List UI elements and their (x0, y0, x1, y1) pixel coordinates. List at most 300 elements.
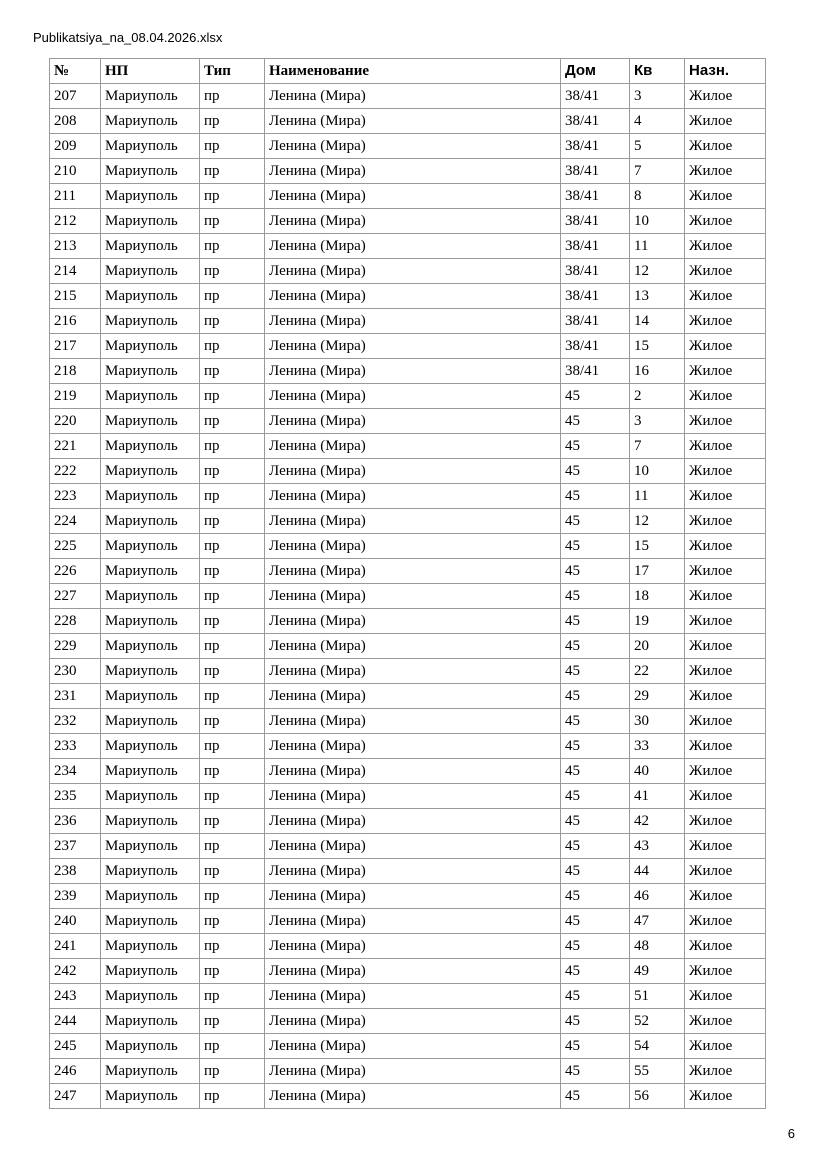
cell-house: 38/41 (561, 234, 630, 259)
cell-type: пр (200, 384, 265, 409)
cell-locality: Мариуполь (101, 334, 200, 359)
cell-name: Ленина (Мира) (265, 859, 561, 884)
cell-purpose: Жилое (685, 859, 766, 884)
cell-number: 231 (50, 684, 101, 709)
cell-purpose: Жилое (685, 359, 766, 384)
cell-house: 38/41 (561, 284, 630, 309)
cell-name: Ленина (Мира) (265, 209, 561, 234)
cell-type: пр (200, 659, 265, 684)
table-row (50, 684, 766, 709)
cell-purpose: Жилое (685, 659, 766, 684)
table-row (50, 559, 766, 584)
cell-purpose: Жилое (685, 1034, 766, 1059)
cell-type: пр (200, 959, 265, 984)
cell-type: пр (200, 259, 265, 284)
cell-house: 45 (561, 884, 630, 909)
cell-type: пр (200, 309, 265, 334)
cell-number: 222 (50, 459, 101, 484)
cell-apartment: 41 (630, 784, 685, 809)
cell-locality: Мариуполь (101, 709, 200, 734)
cell-type: пр (200, 1084, 265, 1109)
cell-number: 207 (50, 84, 101, 109)
cell-number: 214 (50, 259, 101, 284)
cell-number: 208 (50, 109, 101, 134)
cell-name: Ленина (Мира) (265, 759, 561, 784)
cell-apartment: 18 (630, 584, 685, 609)
cell-purpose: Жилое (685, 509, 766, 534)
table-row (50, 359, 766, 384)
cell-purpose: Жилое (685, 1009, 766, 1034)
cell-house: 38/41 (561, 259, 630, 284)
cell-name: Ленина (Мира) (265, 259, 561, 284)
cell-type: пр (200, 559, 265, 584)
cell-purpose: Жилое (685, 784, 766, 809)
cell-apartment: 11 (630, 234, 685, 259)
cell-name: Ленина (Мира) (265, 584, 561, 609)
cell-locality: Мариуполь (101, 659, 200, 684)
cell-locality: Мариуполь (101, 984, 200, 1009)
cell-apartment: 30 (630, 709, 685, 734)
cell-name: Ленина (Мира) (265, 934, 561, 959)
table-row (50, 384, 766, 409)
table-row (50, 859, 766, 884)
cell-number: 218 (50, 359, 101, 384)
cell-type: пр (200, 534, 265, 559)
cell-name: Ленина (Мира) (265, 1034, 561, 1059)
table-row (50, 84, 766, 109)
cell-name: Ленина (Мира) (265, 784, 561, 809)
cell-house: 38/41 (561, 359, 630, 384)
cell-house: 45 (561, 709, 630, 734)
cell-type: пр (200, 909, 265, 934)
cell-number: 239 (50, 884, 101, 909)
cell-house: 45 (561, 1084, 630, 1109)
cell-purpose: Жилое (685, 684, 766, 709)
cell-type: пр (200, 209, 265, 234)
cell-type: пр (200, 234, 265, 259)
table-row (50, 1059, 766, 1084)
cell-number: 216 (50, 309, 101, 334)
cell-locality: Мариуполь (101, 184, 200, 209)
cell-house: 45 (561, 859, 630, 884)
cell-purpose: Жилое (685, 84, 766, 109)
data-table (49, 58, 766, 1109)
cell-locality: Мариуполь (101, 484, 200, 509)
cell-name: Ленина (Мира) (265, 834, 561, 859)
table-row (50, 634, 766, 659)
cell-house: 45 (561, 609, 630, 634)
table-row (50, 284, 766, 309)
cell-type: пр (200, 434, 265, 459)
cell-house: 45 (561, 409, 630, 434)
cell-purpose: Жилое (685, 759, 766, 784)
cell-locality: Мариуполь (101, 259, 200, 284)
cell-purpose: Жилое (685, 609, 766, 634)
cell-locality: Мариуполь (101, 534, 200, 559)
cell-house: 45 (561, 759, 630, 784)
cell-locality: Мариуполь (101, 84, 200, 109)
cell-purpose: Жилое (685, 884, 766, 909)
cell-locality: Мариуполь (101, 959, 200, 984)
cell-house: 45 (561, 984, 630, 1009)
cell-name: Ленина (Мира) (265, 559, 561, 584)
cell-locality: Мариуполь (101, 459, 200, 484)
cell-name: Ленина (Мира) (265, 609, 561, 634)
cell-name: Ленина (Мира) (265, 434, 561, 459)
cell-locality: Мариуполь (101, 784, 200, 809)
cell-purpose: Жилое (685, 834, 766, 859)
cell-purpose: Жилое (685, 434, 766, 459)
cell-locality: Мариуполь (101, 434, 200, 459)
cell-number: 212 (50, 209, 101, 234)
cell-type: пр (200, 609, 265, 634)
cell-name: Ленина (Мира) (265, 134, 561, 159)
cell-apartment: 46 (630, 884, 685, 909)
cell-name: Ленина (Мира) (265, 1084, 561, 1109)
cell-type: пр (200, 159, 265, 184)
col-header-purpose: Назн. (685, 59, 766, 84)
cell-type: пр (200, 359, 265, 384)
cell-number: 210 (50, 159, 101, 184)
cell-type: пр (200, 684, 265, 709)
cell-locality: Мариуполь (101, 234, 200, 259)
cell-purpose: Жилое (685, 534, 766, 559)
cell-locality: Мариуполь (101, 934, 200, 959)
cell-apartment: 3 (630, 409, 685, 434)
cell-house: 45 (561, 584, 630, 609)
cell-locality: Мариуполь (101, 634, 200, 659)
cell-locality: Мариуполь (101, 584, 200, 609)
table-row (50, 809, 766, 834)
cell-locality: Мариуполь (101, 809, 200, 834)
cell-name: Ленина (Мира) (265, 184, 561, 209)
table-row (50, 709, 766, 734)
cell-purpose: Жилое (685, 984, 766, 1009)
cell-type: пр (200, 134, 265, 159)
cell-locality: Мариуполь (101, 209, 200, 234)
cell-purpose: Жилое (685, 809, 766, 834)
cell-name: Ленина (Мира) (265, 484, 561, 509)
table-row (50, 209, 766, 234)
cell-number: 247 (50, 1084, 101, 1109)
cell-apartment: 14 (630, 309, 685, 334)
table-row (50, 984, 766, 1009)
cell-house: 45 (561, 659, 630, 684)
cell-house: 45 (561, 834, 630, 859)
cell-number: 242 (50, 959, 101, 984)
cell-apartment: 15 (630, 334, 685, 359)
cell-number: 213 (50, 234, 101, 259)
cell-number: 236 (50, 809, 101, 834)
header-row (50, 59, 766, 84)
cell-apartment: 49 (630, 959, 685, 984)
cell-number: 245 (50, 1034, 101, 1059)
cell-locality: Мариуполь (101, 509, 200, 534)
cell-number: 225 (50, 534, 101, 559)
table-row (50, 309, 766, 334)
table-row (50, 1009, 766, 1034)
col-header-locality: НП (101, 59, 200, 84)
cell-number: 215 (50, 284, 101, 309)
cell-type: пр (200, 459, 265, 484)
cell-apartment: 7 (630, 159, 685, 184)
cell-locality: Мариуполь (101, 134, 200, 159)
cell-number: 240 (50, 909, 101, 934)
cell-apartment: 10 (630, 209, 685, 234)
table-row (50, 159, 766, 184)
cell-name: Ленина (Мира) (265, 334, 561, 359)
cell-locality: Мариуполь (101, 684, 200, 709)
cell-house: 45 (561, 384, 630, 409)
table-row (50, 934, 766, 959)
table-row (50, 909, 766, 934)
cell-number: 220 (50, 409, 101, 434)
cell-name: Ленина (Мира) (265, 509, 561, 534)
cell-number: 237 (50, 834, 101, 859)
cell-name: Ленина (Мира) (265, 284, 561, 309)
cell-locality: Мариуполь (101, 759, 200, 784)
cell-name: Ленина (Мира) (265, 909, 561, 934)
cell-purpose: Жилое (685, 709, 766, 734)
cell-purpose: Жилое (685, 109, 766, 134)
cell-name: Ленина (Мира) (265, 984, 561, 1009)
cell-house: 45 (561, 959, 630, 984)
cell-number: 224 (50, 509, 101, 534)
cell-name: Ленина (Мира) (265, 384, 561, 409)
cell-type: пр (200, 784, 265, 809)
cell-locality: Мариуполь (101, 1059, 200, 1084)
cell-locality: Мариуполь (101, 384, 200, 409)
cell-type: пр (200, 809, 265, 834)
cell-locality: Мариуполь (101, 884, 200, 909)
cell-locality: Мариуполь (101, 359, 200, 384)
table-row (50, 1084, 766, 1109)
cell-apartment: 44 (630, 859, 685, 884)
cell-type: пр (200, 334, 265, 359)
cell-locality: Мариуполь (101, 609, 200, 634)
cell-apartment: 10 (630, 459, 685, 484)
cell-number: 209 (50, 134, 101, 159)
cell-house: 38/41 (561, 309, 630, 334)
cell-apartment: 19 (630, 609, 685, 634)
cell-apartment: 29 (630, 684, 685, 709)
cell-purpose: Жилое (685, 284, 766, 309)
cell-apartment: 47 (630, 909, 685, 934)
table-row (50, 509, 766, 534)
cell-name: Ленина (Мира) (265, 709, 561, 734)
cell-name: Ленина (Мира) (265, 734, 561, 759)
cell-house: 38/41 (561, 334, 630, 359)
cell-type: пр (200, 1009, 265, 1034)
cell-type: пр (200, 84, 265, 109)
cell-name: Ленина (Мира) (265, 534, 561, 559)
cell-number: 241 (50, 934, 101, 959)
cell-name: Ленина (Мира) (265, 109, 561, 134)
cell-house: 45 (561, 684, 630, 709)
cell-number: 211 (50, 184, 101, 209)
cell-apartment: 51 (630, 984, 685, 1009)
table-row (50, 659, 766, 684)
cell-apartment: 7 (630, 434, 685, 459)
cell-name: Ленина (Мира) (265, 84, 561, 109)
cell-purpose: Жилое (685, 584, 766, 609)
cell-number: 219 (50, 384, 101, 409)
cell-house: 45 (561, 534, 630, 559)
cell-purpose: Жилое (685, 1084, 766, 1109)
cell-type: пр (200, 584, 265, 609)
table-row (50, 459, 766, 484)
cell-house: 45 (561, 1034, 630, 1059)
cell-number: 217 (50, 334, 101, 359)
cell-apartment: 55 (630, 1059, 685, 1084)
cell-type: пр (200, 934, 265, 959)
cell-number: 238 (50, 859, 101, 884)
cell-purpose: Жилое (685, 734, 766, 759)
cell-name: Ленина (Мира) (265, 409, 561, 434)
cell-house: 38/41 (561, 184, 630, 209)
cell-name: Ленина (Мира) (265, 684, 561, 709)
cell-purpose: Жилое (685, 909, 766, 934)
cell-type: пр (200, 409, 265, 434)
table-row (50, 259, 766, 284)
cell-apartment: 22 (630, 659, 685, 684)
cell-apartment: 43 (630, 834, 685, 859)
cell-house: 38/41 (561, 159, 630, 184)
cell-apartment: 40 (630, 759, 685, 784)
table-row (50, 334, 766, 359)
table-row (50, 109, 766, 134)
cell-number: 234 (50, 759, 101, 784)
cell-locality: Мариуполь (101, 409, 200, 434)
cell-house: 45 (561, 459, 630, 484)
cell-purpose: Жилое (685, 334, 766, 359)
cell-type: пр (200, 834, 265, 859)
cell-house: 45 (561, 509, 630, 534)
cell-type: пр (200, 759, 265, 784)
cell-type: пр (200, 109, 265, 134)
cell-locality: Мариуполь (101, 309, 200, 334)
cell-apartment: 12 (630, 509, 685, 534)
cell-house: 45 (561, 1009, 630, 1034)
cell-purpose: Жилое (685, 134, 766, 159)
cell-locality: Мариуполь (101, 559, 200, 584)
cell-type: пр (200, 1034, 265, 1059)
cell-name: Ленина (Мира) (265, 309, 561, 334)
cell-type: пр (200, 984, 265, 1009)
cell-house: 45 (561, 1059, 630, 1084)
cell-purpose: Жилое (685, 159, 766, 184)
page-number: 6 (787, 1126, 795, 1141)
cell-house: 45 (561, 484, 630, 509)
cell-number: 244 (50, 1009, 101, 1034)
cell-name: Ленина (Мира) (265, 884, 561, 909)
cell-purpose: Жилое (685, 634, 766, 659)
cell-type: пр (200, 884, 265, 909)
cell-number: 221 (50, 434, 101, 459)
table-row (50, 234, 766, 259)
table-row (50, 184, 766, 209)
cell-purpose: Жилое (685, 184, 766, 209)
cell-house: 45 (561, 634, 630, 659)
cell-number: 223 (50, 484, 101, 509)
cell-name: Ленина (Мира) (265, 634, 561, 659)
cell-house: 38/41 (561, 109, 630, 134)
cell-apartment: 2 (630, 384, 685, 409)
cell-locality: Мариуполь (101, 734, 200, 759)
cell-locality: Мариуполь (101, 159, 200, 184)
cell-type: пр (200, 859, 265, 884)
cell-purpose: Жилое (685, 1059, 766, 1084)
cell-number: 226 (50, 559, 101, 584)
cell-name: Ленина (Мира) (265, 234, 561, 259)
cell-apartment: 48 (630, 934, 685, 959)
cell-number: 246 (50, 1059, 101, 1084)
cell-number: 232 (50, 709, 101, 734)
cell-house: 45 (561, 909, 630, 934)
cell-house: 45 (561, 434, 630, 459)
cell-name: Ленина (Мира) (265, 659, 561, 684)
cell-apartment: 52 (630, 1009, 685, 1034)
cell-locality: Мариуполь (101, 1084, 200, 1109)
table-row (50, 734, 766, 759)
cell-number: 229 (50, 634, 101, 659)
cell-purpose: Жилое (685, 234, 766, 259)
cell-apartment: 20 (630, 634, 685, 659)
cell-type: пр (200, 184, 265, 209)
table-row (50, 959, 766, 984)
cell-house: 45 (561, 809, 630, 834)
cell-purpose: Жилое (685, 484, 766, 509)
table-row (50, 484, 766, 509)
cell-name: Ленина (Мира) (265, 359, 561, 384)
cell-name: Ленина (Мира) (265, 959, 561, 984)
cell-type: пр (200, 484, 265, 509)
cell-locality: Мариуполь (101, 1034, 200, 1059)
file-title: Publikatsiya_na_08.04.2026.xlsx (33, 30, 223, 45)
cell-house: 45 (561, 934, 630, 959)
cell-apartment: 11 (630, 484, 685, 509)
cell-house: 38/41 (561, 84, 630, 109)
cell-locality: Мариуполь (101, 834, 200, 859)
cell-locality: Мариуполь (101, 1009, 200, 1034)
table-row (50, 134, 766, 159)
cell-apartment: 54 (630, 1034, 685, 1059)
cell-house: 45 (561, 784, 630, 809)
cell-type: пр (200, 284, 265, 309)
table-row (50, 784, 766, 809)
cell-type: пр (200, 509, 265, 534)
cell-apartment: 3 (630, 84, 685, 109)
table-row (50, 409, 766, 434)
cell-house: 38/41 (561, 134, 630, 159)
table-row (50, 834, 766, 859)
cell-house: 45 (561, 559, 630, 584)
cell-locality: Мариуполь (101, 109, 200, 134)
cell-type: пр (200, 709, 265, 734)
table-row (50, 759, 766, 784)
cell-purpose: Жилое (685, 309, 766, 334)
cell-house: 45 (561, 734, 630, 759)
cell-name: Ленина (Мира) (265, 459, 561, 484)
cell-purpose: Жилое (685, 559, 766, 584)
cell-apartment: 56 (630, 1084, 685, 1109)
cell-purpose: Жилое (685, 459, 766, 484)
cell-name: Ленина (Мира) (265, 1059, 561, 1084)
cell-house: 38/41 (561, 209, 630, 234)
cell-number: 243 (50, 984, 101, 1009)
cell-number: 235 (50, 784, 101, 809)
col-header-apartment: Кв (630, 59, 685, 84)
